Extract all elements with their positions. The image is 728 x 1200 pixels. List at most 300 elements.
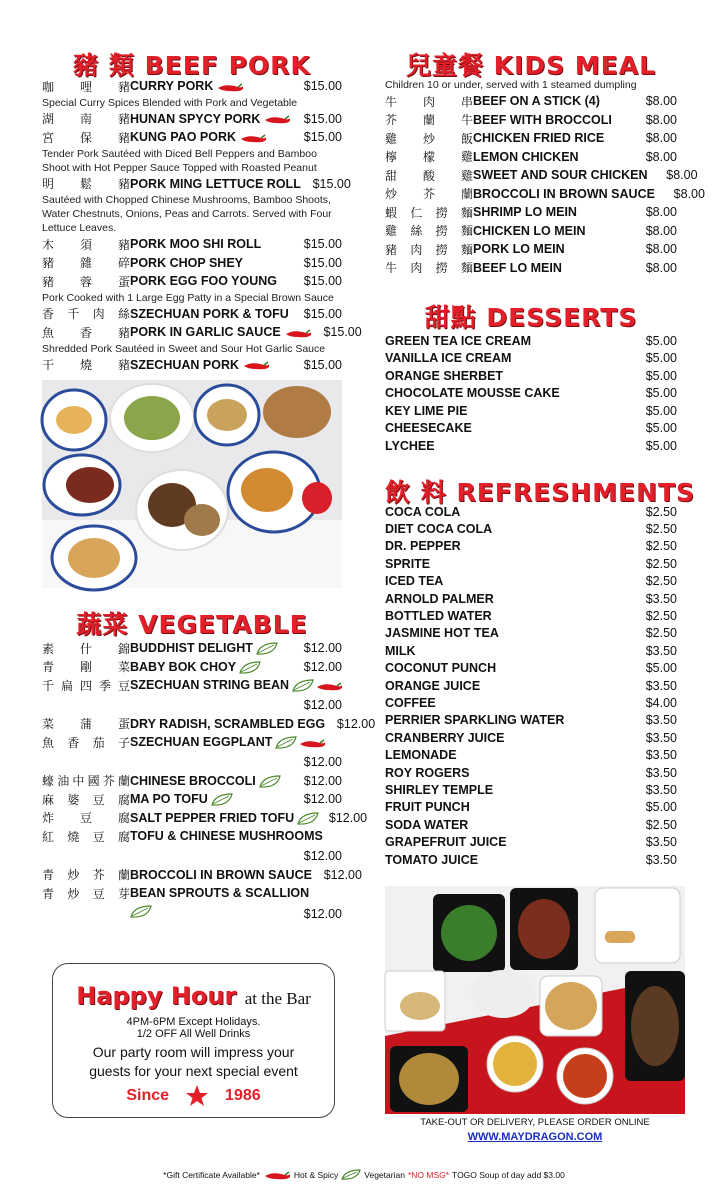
chinese-char: 香 [67, 735, 80, 750]
happy-hour-title: Happy Hour [76, 982, 237, 1010]
item-name [385, 713, 627, 727]
chinese-char: 豬 [42, 256, 55, 271]
vegetable-list [42, 639, 376, 925]
item-price: $12.00 [328, 810, 368, 825]
item-name [473, 168, 648, 182]
item-price: $8.00 [645, 131, 677, 146]
item-price: $2.50 [645, 574, 677, 589]
item-name [385, 439, 627, 453]
item-name-text: PORK IN GARLIC SAUCE [130, 325, 281, 340]
menu-item [385, 660, 677, 677]
item-name [385, 369, 627, 383]
item-name-text: TOFU & CHINESE MUSHROOMS [130, 829, 323, 844]
chinese-char: 麵 [460, 205, 473, 220]
item-name-text: SZECHUAN PORK [130, 357, 240, 372]
menu-item [42, 715, 376, 734]
item-price: $15.00 [303, 111, 342, 126]
item-description: Shredded Pork Sautéed in Sweet and Sour Hot Garlic Sauce [42, 342, 326, 355]
chinese-char: 蒲 [79, 717, 92, 732]
menu-item [42, 658, 342, 677]
item-chinese-name [385, 148, 473, 165]
item-description: Special Curry Spices Blended with Pork and Vegetable [42, 96, 298, 109]
item-name [130, 177, 301, 191]
chinese-char: 木 [42, 237, 55, 252]
togo-soup-label: TOGO Soup of day add $3.00 [452, 1170, 565, 1180]
item-name-text: PORK MING LETTUCE ROLL [130, 176, 301, 191]
happy-hour-box [52, 963, 335, 1118]
item-name [473, 150, 627, 164]
item-name-text: BEEF LO MEIN [473, 260, 562, 275]
item-price: $2.50 [645, 556, 677, 571]
food-photo-right [385, 886, 685, 1114]
chinese-char: 香 [42, 307, 55, 322]
item-chinese-name [385, 259, 473, 276]
item-price: $3.50 [645, 765, 677, 780]
item-price: $5.00 [645, 351, 677, 366]
item-price: $8.00 [645, 94, 677, 109]
item-name [130, 660, 292, 674]
menu-item [42, 790, 342, 809]
chinese-char: 絲 [410, 224, 423, 239]
chinese-char: 麵 [460, 242, 473, 257]
chinese-char: 豬 [385, 242, 398, 257]
chinese-char: 油 [57, 774, 70, 789]
chinese-char: 肉 [410, 242, 423, 257]
chinese-char: 宮 [42, 130, 55, 145]
desserts-title-cn: 甜點 [424, 303, 477, 332]
item-name [385, 818, 627, 832]
chinese-char: 檸 [385, 150, 398, 165]
chinese-char: 什 [79, 641, 92, 656]
chinese-char: 肉 [410, 261, 423, 276]
chinese-char: 撈 [435, 205, 448, 220]
item-name [130, 641, 292, 655]
item-name-text: COCA COLA [385, 504, 461, 519]
order-online-text: TAKE-OUT OR DELIVERY, PLEASE ORDER ONLINE [420, 1117, 650, 1128]
kids-list [385, 92, 705, 277]
chinese-char: 檬 [422, 150, 435, 165]
chinese-char: 雞 [460, 168, 473, 183]
chinese-char: 豆 [92, 886, 105, 901]
chinese-char: 豬 [117, 79, 130, 94]
item-chinese-name [42, 791, 130, 808]
item-name [473, 94, 627, 108]
item-chinese-name [385, 204, 473, 221]
item-name-text: SZECHUAN STRING BEAN [130, 678, 290, 693]
item-name [385, 334, 627, 348]
chinese-char: 撈 [435, 261, 448, 276]
kids-meal-title [385, 46, 677, 80]
item-price: $3.50 [645, 591, 677, 606]
item-name [130, 886, 342, 900]
item-name-text: COFFEE [385, 695, 436, 710]
item-description: Pork Cooked with 1 Large Egg Patty in a Special Brown Sauce [42, 291, 334, 304]
item-name-text: SWEET AND SOUR CHICKEN [473, 168, 648, 183]
menu-item-continued [42, 846, 342, 866]
item-chinese-name [42, 715, 130, 732]
item-name-text: HUNAN SPYCY PORK [130, 111, 261, 126]
item-name-text: BROCCOLI IN BROWN SAUCE [473, 186, 655, 201]
chinese-char: 蛋 [117, 717, 130, 732]
since-line [53, 1084, 334, 1108]
item-name [385, 421, 627, 435]
item-name [130, 307, 292, 321]
leaf-icon [292, 679, 312, 691]
kids-note: Children 10 or under, served with 1 steamed dumpling [385, 79, 637, 91]
chinese-char: 鬆 [79, 177, 92, 192]
menu-item [42, 128, 342, 147]
item-price: $8.00 [645, 260, 677, 275]
chinese-char: 炒 [422, 131, 435, 146]
refreshments-list [385, 503, 677, 868]
item-name-text: PORK LO MEIN [473, 242, 565, 257]
chinese-char: 豆 [92, 829, 105, 844]
item-name-text: BEEF ON A STICK (4) [473, 94, 600, 109]
website-link[interactable]: WWW.MAYDRAGON.COM [467, 1131, 603, 1143]
item-name [385, 783, 627, 797]
chinese-char: 子 [117, 735, 130, 750]
chinese-char: 燒 [67, 829, 80, 844]
since-label: Since [126, 1087, 170, 1104]
beef-pork-title-cn: 豬 類 [73, 51, 135, 80]
happy-hour-deal: 1/2 OFF All Well Drinks [136, 1028, 251, 1040]
chinese-char: 紅 [42, 829, 55, 844]
chinese-char: 肉 [92, 307, 105, 322]
chinese-char: 扁 [60, 678, 73, 693]
menu-item [385, 677, 677, 694]
menu-item [385, 166, 698, 185]
item-name-text: CURRY PORK [130, 79, 214, 94]
item-price: $3.50 [645, 730, 677, 745]
item-name [385, 644, 627, 658]
menu-item [385, 520, 677, 537]
item-name [385, 731, 627, 745]
chinese-char: 仁 [410, 205, 423, 220]
item-name [130, 735, 342, 749]
item-price: $8.00 [666, 168, 698, 183]
item-price: $2.50 [645, 522, 677, 537]
desserts-title-en: DESSERTS [486, 303, 638, 332]
chinese-char: 甜 [385, 168, 398, 183]
chinese-char: 菜 [42, 717, 55, 732]
beef-pork-list [42, 77, 362, 374]
item-name-text: PORK MOO SHI ROLL [130, 237, 262, 252]
pepper-icon [263, 1171, 291, 1180]
menu-item [42, 175, 351, 194]
chinese-char: 炒 [385, 187, 398, 202]
menu-item [385, 573, 677, 590]
item-name [130, 237, 292, 251]
item-name-text: PERRIER SPARKLING WATER [385, 713, 565, 728]
item-name-text: BROCCOLI IN BROWN SAUCE [130, 867, 312, 882]
item-name-text: SHIRLEY TEMPLE [385, 782, 494, 797]
item-name-text: KEY LIME PIE [385, 403, 468, 418]
chinese-char: 蘭 [460, 187, 473, 202]
item-price: $5.00 [645, 800, 677, 815]
item-name-text: MA PO TOFU [130, 792, 208, 807]
kids-title-en: KIDS MEAL [493, 51, 657, 80]
chinese-char: 雞 [385, 224, 398, 239]
item-name [385, 404, 627, 418]
item-name-text: DR. PEPPER [385, 539, 461, 554]
chinese-char: 豬 [117, 358, 130, 373]
chinese-char: 炒 [67, 886, 80, 901]
vegetable-title-en: VEGETABLE [138, 610, 308, 639]
item-chinese-name [42, 866, 130, 883]
item-price: $3.50 [645, 713, 677, 728]
item-price: $5.00 [645, 438, 677, 453]
item-name [385, 574, 627, 588]
item-price: $3.50 [645, 748, 677, 763]
item-price: $2.50 [645, 817, 677, 832]
item-name [130, 774, 292, 788]
item-price: $5.00 [645, 661, 677, 676]
item-name [385, 626, 627, 640]
chinese-char: 炒 [67, 868, 80, 883]
item-chinese-name [385, 241, 473, 258]
item-price: $15.00 [303, 237, 342, 252]
item-name-text: ICED TEA [385, 574, 444, 589]
item-price: $12.00 [303, 754, 342, 769]
chinese-char: 千 [67, 307, 80, 322]
item-name [130, 130, 292, 144]
chinese-char: 燒 [79, 358, 92, 373]
chinese-char: 腐 [117, 811, 130, 826]
item-chinese-name [42, 356, 130, 373]
menu-item [385, 385, 677, 403]
item-chinese-name [42, 236, 130, 253]
kids-title-cn: 兒童餐 [405, 51, 484, 80]
chinese-char: 婆 [67, 792, 80, 807]
chinese-char: 青 [42, 660, 55, 675]
menu-item [385, 437, 677, 455]
party-room-line2: guests for your next special event [89, 1063, 298, 1079]
item-chinese-name [42, 734, 130, 751]
chinese-char: 剛 [79, 660, 92, 675]
item-chinese-name [42, 273, 130, 290]
chinese-char: 咖 [42, 79, 55, 94]
menu-item [385, 642, 677, 659]
item-name [385, 748, 627, 762]
item-name [385, 592, 627, 606]
leaf-icon [256, 642, 276, 654]
chinese-char: 豬 [117, 177, 130, 192]
item-price: $3.50 [645, 852, 677, 867]
pepper-icon [298, 738, 326, 747]
menu-item [385, 781, 677, 798]
chinese-char: 蝦 [385, 205, 398, 220]
chinese-char: 牛 [385, 94, 398, 109]
menu-item [42, 235, 342, 254]
chinese-char: 季 [98, 678, 111, 693]
item-name [385, 505, 627, 519]
item-price: $5.00 [645, 386, 677, 401]
item-price: $2.50 [645, 626, 677, 641]
item-price: $4.00 [645, 695, 677, 710]
chinese-char: 芥 [102, 774, 115, 789]
item-name [130, 678, 343, 692]
menu-item [385, 420, 677, 438]
item-name [385, 609, 627, 623]
vegetable-title [42, 605, 342, 637]
item-chinese-name [42, 677, 130, 694]
chinese-char: 豬 [117, 130, 130, 145]
item-price: $15.00 [303, 306, 342, 321]
happy-hour-heading [53, 982, 334, 1010]
leaf-icon [341, 1169, 361, 1181]
leaf-icon [275, 736, 295, 748]
item-name-text: JASMINE HOT TEA [385, 626, 499, 641]
item-chinese-name [42, 809, 130, 826]
chinese-char: 絲 [117, 307, 130, 322]
pepper-icon [315, 681, 343, 690]
item-name-text: BEAN SPROUTS & SCALLION [130, 886, 310, 901]
chinese-char: 干 [42, 358, 55, 373]
menu-item [42, 356, 342, 375]
item-name [473, 242, 627, 256]
item-name-text: GRAPEFRUIT JUICE [385, 835, 507, 850]
chinese-char: 芥 [385, 113, 398, 128]
chinese-char: 豆 [92, 792, 105, 807]
happy-hour-suffix: at the Bar [244, 989, 311, 1008]
item-chinese-name [385, 222, 473, 239]
menu-item [42, 77, 342, 96]
chinese-char: 蘭 [117, 868, 130, 883]
item-chinese-name [385, 130, 473, 147]
chinese-char: 茄 [92, 735, 105, 750]
item-name [130, 829, 342, 843]
menu-item [385, 590, 677, 607]
item-price: $15.00 [303, 79, 342, 94]
menu-item [385, 148, 677, 167]
menu-item [385, 222, 677, 241]
menu-item [385, 729, 677, 746]
vegetable-title-cn: 蔬菜 [76, 610, 129, 639]
item-name [130, 811, 317, 825]
item-name-text: CHICKEN FRIED RICE [473, 131, 605, 146]
chinese-char: 魚 [42, 325, 55, 340]
menu-item [42, 323, 362, 342]
menu-item [42, 639, 342, 658]
item-price: $8.00 [645, 112, 677, 127]
leaf-icon [211, 793, 231, 805]
item-name [473, 261, 627, 275]
item-name-text: SZECHUAN PORK & TOFU [130, 306, 289, 321]
chinese-char: 豬 [117, 237, 130, 252]
item-name-text: CHICKEN LO MEIN [473, 223, 586, 238]
happy-hour-hours: 4PM-6PM Except Holidays. [126, 1016, 261, 1028]
chinese-char: 撈 [435, 224, 448, 239]
item-price: $5.00 [645, 333, 677, 348]
menu-item [385, 129, 677, 148]
item-name [130, 274, 292, 288]
menu-item-continued [42, 695, 342, 715]
item-chinese-name [42, 324, 130, 341]
item-name-text: SALT PEPPER FRIED TOFU [130, 810, 295, 825]
item-price: $12.00 [303, 697, 342, 712]
footer [0, 1169, 728, 1181]
chinese-char: 酸 [422, 168, 435, 183]
item-name-text: PORK CHOP SHEY [130, 255, 243, 270]
item-name-text: TOMATO JUICE [385, 852, 479, 867]
item-price: $2.50 [645, 504, 677, 519]
chinese-char: 四 [79, 678, 92, 693]
desserts-list [385, 332, 677, 455]
item-name [385, 800, 627, 814]
item-price: $12.00 [303, 773, 342, 788]
chinese-char: 保 [79, 130, 92, 145]
item-name [385, 522, 627, 536]
item-name-text: ORANGE JUICE [385, 678, 481, 693]
item-description: Sautéed with Chopped Chinese Mushrooms, Bamboo Shoots, Water Chestnuts, Onions, Peas and Carrots. Served with Four Lettuce Leaves. [42, 194, 332, 234]
item-price: $8.00 [645, 205, 677, 220]
chinese-char: 蛋 [117, 274, 130, 289]
item-price: $3.50 [645, 643, 677, 658]
item-name [385, 661, 627, 675]
item-price: $8.00 [645, 242, 677, 257]
item-name [130, 112, 292, 126]
refreshments-title-cn: 飲 料 [385, 478, 447, 507]
chinese-char: 麵 [460, 224, 473, 239]
chinese-char: 碎 [117, 256, 130, 271]
menu-item [385, 694, 677, 711]
item-price: $8.00 [645, 149, 677, 164]
menu-item [385, 799, 677, 816]
item-price: $3.50 [645, 678, 677, 693]
chinese-char: 腐 [117, 829, 130, 844]
item-description: Tender Pork Sautéed with Diced Bell Peppers and Bamboo Shoot with Hot Pepper Sauce Topped with Roasted Peanut [42, 147, 317, 174]
chinese-char: 錦 [117, 641, 130, 656]
chinese-char: 中 [72, 774, 85, 789]
pepper-icon [216, 82, 244, 91]
chinese-char: 撈 [435, 242, 448, 257]
item-name-text: SODA WATER [385, 817, 469, 832]
item-name [130, 325, 312, 339]
item-price: $8.00 [645, 223, 677, 238]
item-chinese-name [42, 828, 130, 845]
menu-item [385, 332, 677, 350]
menu-item [42, 772, 342, 791]
star-icon [185, 1084, 209, 1108]
item-name [130, 792, 292, 806]
item-name-text: COCONUT PUNCH [385, 661, 497, 676]
item-name-text: ORANGE SHERBET [385, 368, 504, 383]
menu-item [385, 833, 677, 850]
item-price: $2.50 [645, 609, 677, 624]
chinese-char: 南 [79, 112, 92, 127]
chinese-char: 蠔 [42, 774, 55, 789]
chinese-char: 肉 [422, 94, 435, 109]
item-name [473, 113, 627, 127]
item-name [473, 205, 627, 219]
menu-item [385, 259, 677, 278]
item-price: $3.50 [645, 835, 677, 850]
menu-item [385, 851, 677, 868]
pepper-icon [239, 133, 267, 142]
chinese-char: 牛 [460, 113, 473, 128]
item-chinese-name [385, 167, 473, 184]
chinese-char: 芥 [422, 187, 435, 202]
item-name [385, 557, 627, 571]
item-name [385, 696, 627, 710]
item-price: $5.00 [645, 421, 677, 436]
menu-item [385, 538, 677, 555]
item-price: $15.00 [303, 130, 342, 145]
chinese-char: 菜 [117, 660, 130, 675]
menu-item [385, 203, 677, 222]
pepper-icon [242, 360, 270, 369]
beef-pork-title [42, 46, 342, 80]
